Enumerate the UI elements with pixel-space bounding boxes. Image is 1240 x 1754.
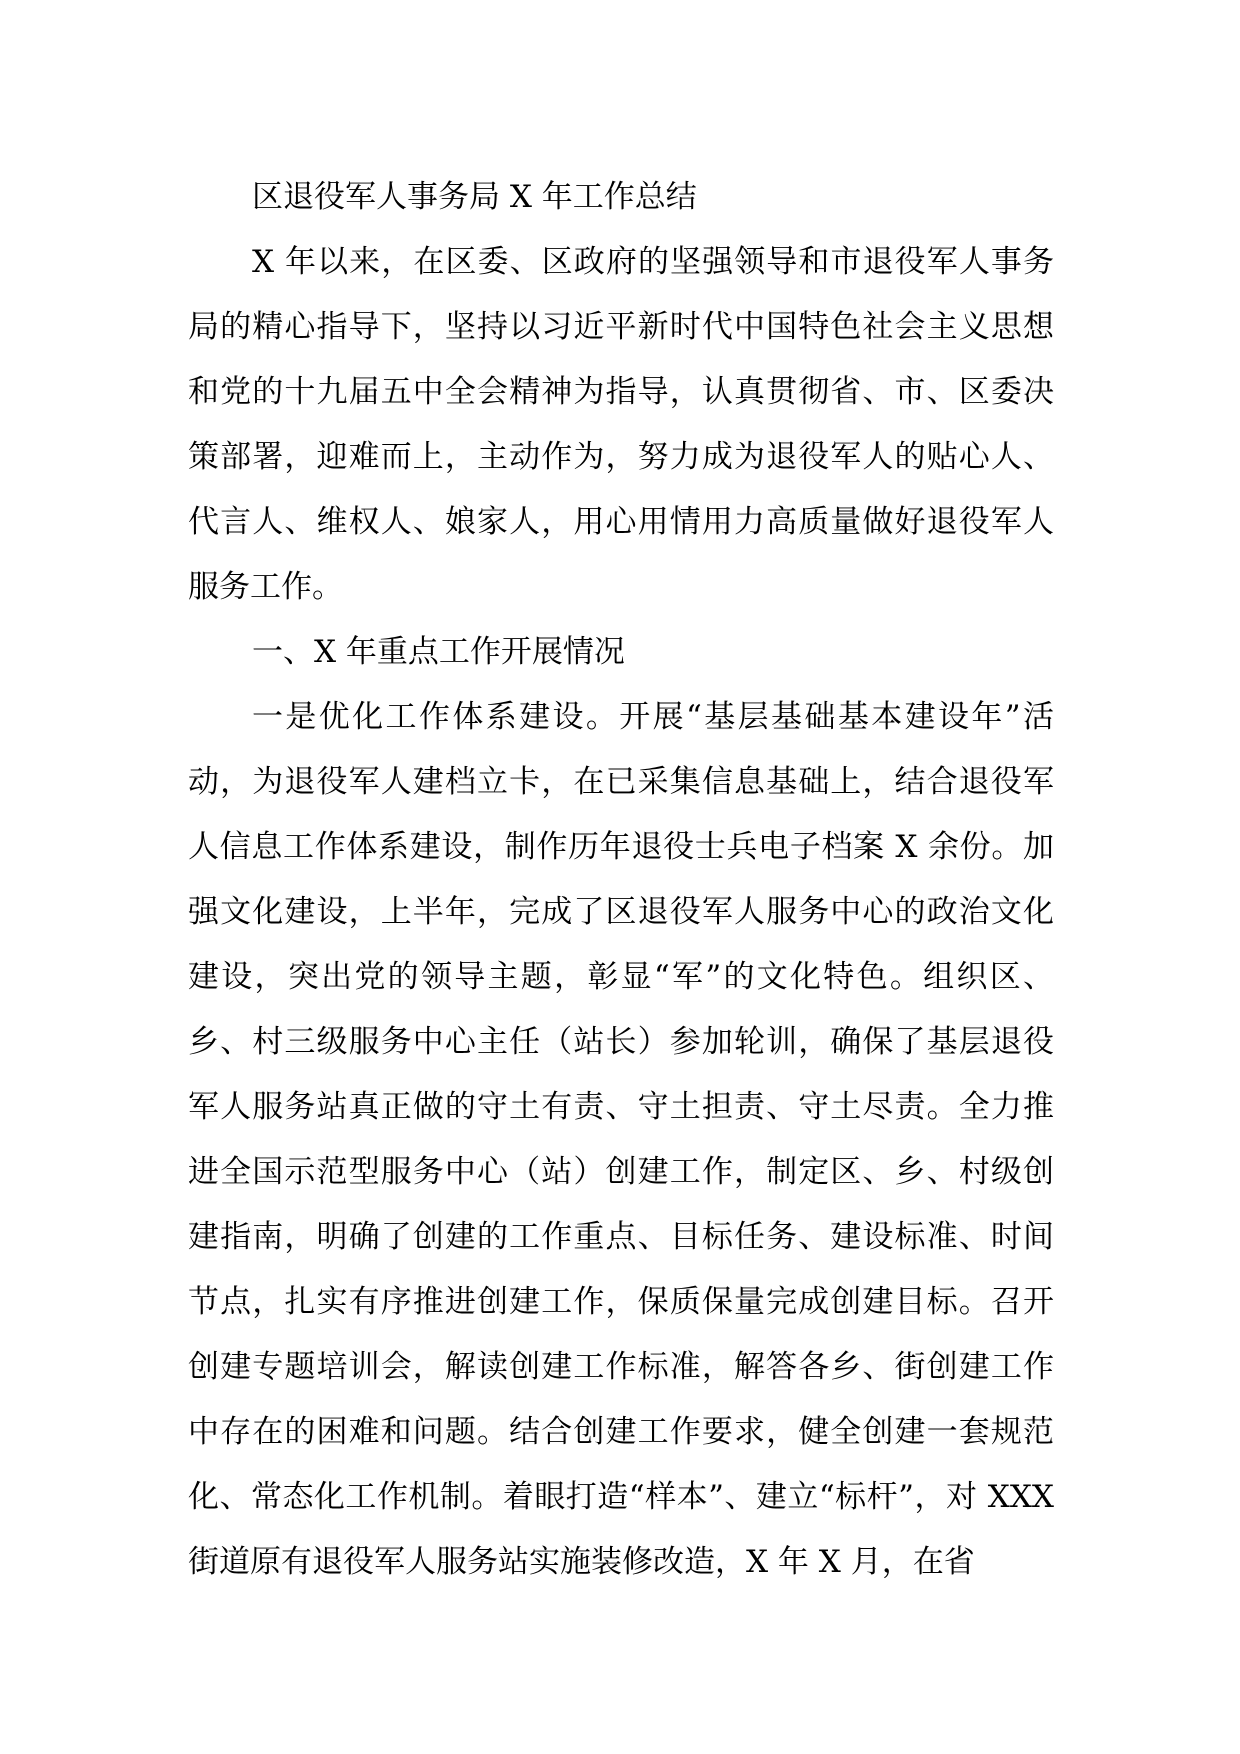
document-title: 区退役军人事务局 X 年工作总结 [252,179,697,215]
section-heading: 一、X 年重点工作开展情况 [252,634,625,670]
document-body [188,165,1054,1595]
paragraph-work-system: 一是优化工作体系建设。开展“基层基础基本建设年”活动，为退役军人建档立卡，在已采集信息基础上，结合退役军人信息工作体系建设，制作历年退役士兵电子档案 X 余份。加强文化建设，上半年，完成了区退役军人服务中心的政治文化建设，突出党的领导主题，彰显“军”的文化特色。组织区、乡、村三级服务中心主任（站长）参加轮训，确保了基层退役军人服务站真正做的守土有责、守土担责、守土尽责。全力推进全国示范型服务中心（站）创建工作，制定区、乡、村级创建指南，明确了创建的工作重点、目标任务、建设标准、时间节点，扎实有序推进创建工作，保质保量完成创建目标。召开创建专题培训会，解读创建工作标准，解答各乡、街创建工作中存在的困难和问题。结合创建工作要求，健全创建一套规范化、常态化工作机制。着眼打造“样本”、建立“标杆”，对 XXX 街道原有退役军人服务站实施装修改造，X 年 X 月，在省 [188,699,1054,1580]
paragraph-intro: X 年以来，在区委、区政府的坚强领导和市退役军人事务局的精心指导下，坚持以习近平新时代中国特色社会主义思想和党的十九届五中全会精神为指导，认真贯彻省、市、区委决策部署，迎难而上，主动作为，努力成为退役军人的贴心人、代言人、维权人、娘家人，用心用情用力高质量做好退役军人服务工作。 [188,244,1054,605]
